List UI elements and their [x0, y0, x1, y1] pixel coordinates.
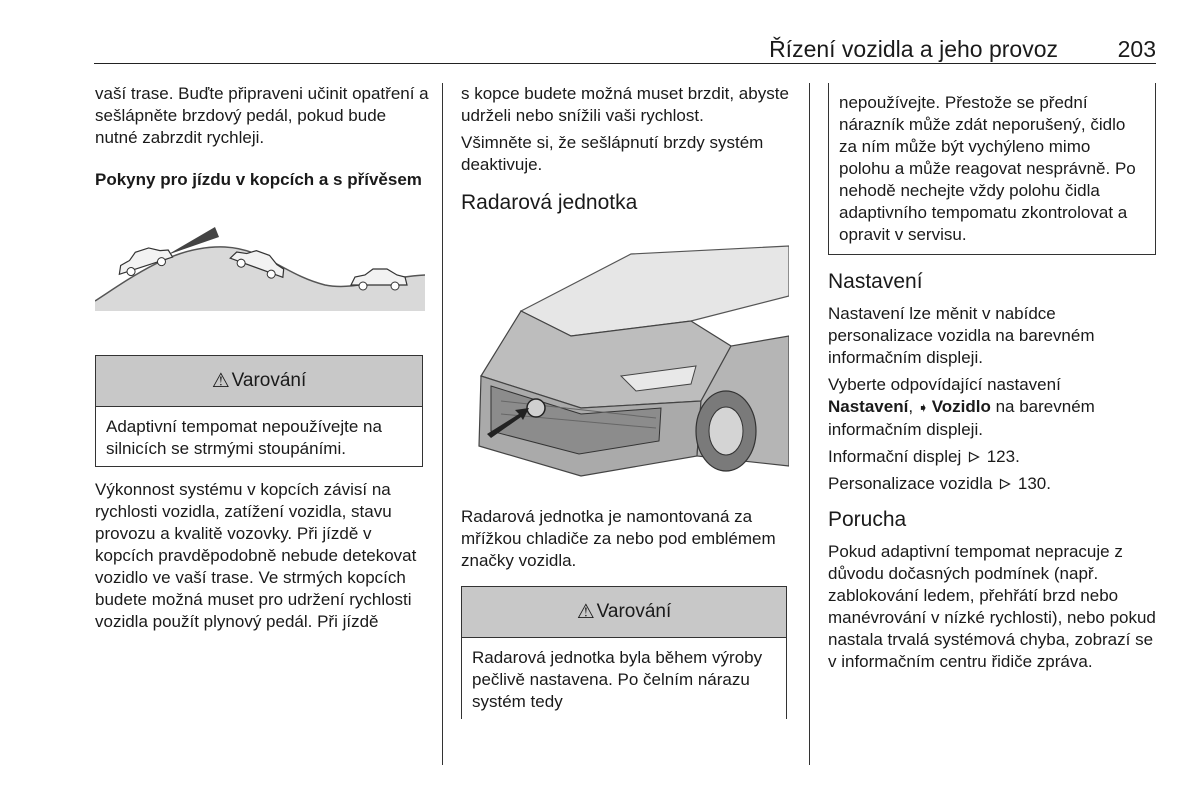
paragraph: Nastavení lze měnit v nabídce personalizace vozidla na barevném informačním displeji. — [828, 304, 1095, 367]
warning-triangle-icon: ⚠ — [211, 370, 230, 392]
section-heading-fault: Porucha — [828, 508, 907, 531]
warning-title: Varování — [231, 370, 307, 391]
paragraph: s kopce budete možná muset brzdit, abyste udrželi nebo snížili vaši rychlost. — [461, 84, 789, 125]
subheading-hills: Pokyny pro jízdu v kopcích a s přívěsem — [95, 170, 422, 189]
paragraph: Všimněte si, že sešlápnutí brzdy systém deaktivuje. — [461, 133, 764, 174]
header-divider — [94, 63, 1156, 64]
radar-unit-illustration — [461, 226, 789, 488]
menu-item-vehicle: Vozidlo — [931, 397, 991, 416]
column-1 — [95, 83, 430, 638]
hill-driving-illustration — [95, 205, 425, 311]
warning-box — [461, 586, 787, 719]
column-2 — [461, 83, 791, 719]
reference-vehicle-personalisation: Personalizace vozidla 130. — [828, 474, 1051, 493]
warning-header — [462, 587, 786, 638]
paragraph: Radarová jednotka je namontovaná za mřížkou chladiče za nebo pod emblémem značky vozidla. — [461, 507, 776, 570]
menu-item-settings: Nastavení — [828, 397, 909, 416]
column-3 — [828, 83, 1158, 678]
column-divider-2 — [809, 83, 810, 765]
warning-title: Varování — [596, 601, 672, 622]
page-reference-arrow-icon — [999, 478, 1011, 490]
warning-box — [95, 355, 423, 467]
reference-info-display: Informační displej 123. — [828, 447, 1020, 466]
warning-triangle-icon: ⚠ — [576, 601, 595, 623]
warning-box-continued — [828, 83, 1156, 255]
section-heading-radar: Radarová jednotka — [461, 191, 638, 214]
page-header-title: Řízení vozidla a jeho provoz — [769, 36, 1058, 62]
paragraph: vaší trase. Buďte připraveni učinit opatření a sešlápněte brzdový pedál, pokud bude nutné zabrzdit rychleji. — [95, 84, 429, 147]
paragraph: Pokud adaptivní tempomat nepracuje z důvodu dočasných podmínek (např. zablokování ledem, přehřátí brzd nebo manévrování v nízké rychlosti), nebo pokud nastala trvalá systémová chyba, zobrazí se v informačním centru řidiče zpráva. — [828, 542, 1156, 671]
warning-header — [96, 356, 422, 407]
page-number: 203 — [1117, 36, 1156, 62]
warning-text: Radarová jednotka byla během výroby pečlivě nastavena. Po čelním nárazu systém tedy — [472, 648, 763, 711]
warning-text: Adaptivní tempomat nepoužívejte na silnicích se strmými stoupáními. — [106, 417, 382, 458]
paragraph-select-settings: Vyberte odpovídající nastavení Nastavení, ➧ Vozidlo na barevném informačním displeji. — [828, 375, 1095, 439]
menu-arrow-icon: ➧ — [917, 400, 929, 415]
column-divider-1 — [442, 83, 443, 765]
paragraph: Výkonnost systému v kopcích závisí na rychlosti vozidla, zatížení vozidla, stavu provozu a kvalitě vozovky. Při jízdě v kopcích pravděpodobně nebude detekovat vozidlo ve vaší trase. Ve strmých kopcích budete možná muset pro udržení rychlosti vozidla použít plynový pedál. Při jízdě — [95, 480, 417, 631]
section-heading-settings: Nastavení — [828, 270, 923, 293]
warning-text: nepoužívejte. Přestože se přední nárazník může zdát neporušený, čidlo za ním může být vychýleno mimo polohu a může reagovat nesprávně. Po nehodě nechejte vždy polohu čidla adaptivního tempomatu zkontrolovat a opravit v servisu. — [839, 93, 1136, 244]
page-reference-arrow-icon — [968, 451, 980, 463]
